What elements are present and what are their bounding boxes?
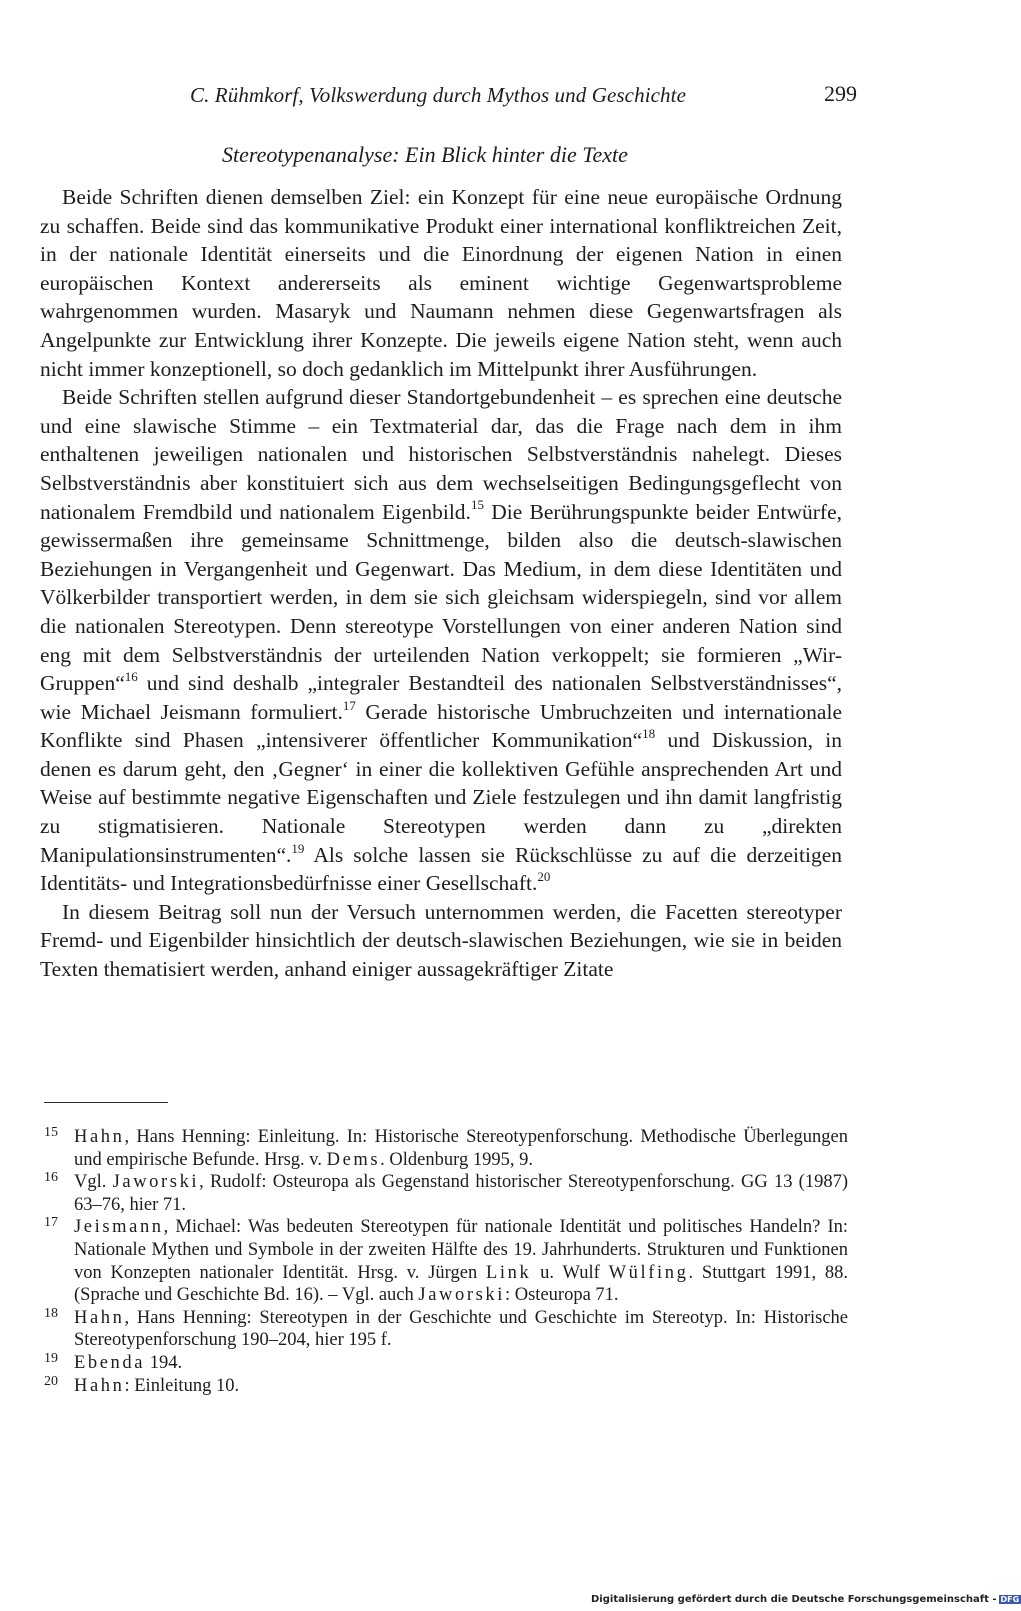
footnote-ref-17[interactable]: 17 [342, 697, 356, 713]
footnote-17: 17 Jeismann, Michael: Was bedeuten Stereotypen für nationale Identität und politisches Handeln? In: Nationale Mythen und Symbole in der zweiten Hälfte des 19. Jahrhunderts. Strukturen und Funktionen von Konzepten nationaler Identität. Hrsg. v. Jürgen Link u. Wulf Wülfing. Stuttgart 1991, 88. (Sprache und Geschichte Bd. 16). – Vgl. auch Jaworski: Osteuropa 71. [44, 1215, 849, 1306]
digitization-notice: Digitalisierung gefördert durch die Deutsche Forschungsgemeinschaft - DFG [591, 1594, 1020, 1605]
dfg-logo-icon: DFG [1000, 1594, 1020, 1604]
footnote-15: 15 Hahn, Hans Henning: Einleitung. In: Historische Stereotypenforschung. Methodische Überlegungen und empirische Befunde. Hrsg. v. Dems. Oldenburg 1995, 9. [44, 1125, 848, 1170]
footnote-ref-19[interactable]: 19 [291, 840, 305, 856]
paragraph-3: In diesem Beitrag soll nun der Versuch unternommen werden, die Facetten stereotyper Fremd- und Eigenbilder hinsichtlich der deutsch-slawischen Beziehungen, wie sie in beiden Texten thematisiert werden, anhand einiger aussagekräftiger Zitate [40, 899, 842, 982]
footnote-20: 20 Hahn: Einleitung 10. [44, 1373, 240, 1396]
paragraph-2: Beide Schriften stellen aufgrund dieser Standortgebundenheit – es sprechen eine deutsche und eine slawische Stimme – ein Textmaterial dar, das die Frage nach dem in ihm enthaltenen jeweiligen nationalen und historischen Selbstverständnis nahelegt. Dieses Selbstverständnis aber konstituiert sich aus dem wechselseitigen Bedingungsgeflecht von nationalem Fremdbild und nationalem Eigenbild.$^{15}$ Die Berührungspunkte beider Entwürfe, gewissermaßen ihre gemeinsame Schnittmenge, bilden also die deutsch-slawischen Beziehungen in Vergangenheit und Gegenwart. Das Medium, in dem diese Identitäten und Völkerbilder transportiert werden, in dem sie sich gleichsam widerspiegeln, sind vor allem die nationalen Stereotypen. Denn stereotype Vorstellungen von einer anderen Nation sind eng mit dem Selbstverständnis der urteilenden Nation verkoppelt; sie formieren „Wir-Gruppen“$^{16}$ und sind deshalb „integraler Bestandteil des nationalen Selbstverständnisses“, wie Michael Jeismann formuliert.$^{17}$ Gerade historische Umbruchzeiten und internationale Konflikte sind Phasen „intensiverer öffentlicher Kommunikation“$^{18}$ und Diskussion, in denen es darum geht, den ‚Gegner‘ in einer die kollektiven Gefühle ansprechenden Art und Weise auf bestimmte negative Eigenschaften und Ziele festzulegen und ihn damit langfristig zu stigmatisieren. Nationale Stereotypen werden dann zu „direkten Manipulationsinstrumenten“.$^{19}$ Als solche lassen sie Rückschlüsse zu auf die derzeitigen Identitäts- und Integrationsbedürfnisse einer Gesellschaft.$^{20}$ [40, 385, 842, 896]
paragraph-1: Beide Schriften dienen demselben Ziel: ein Konzept für eine neue europäische Ordnung zu schaffen. Beide sind das kommunikative Produkt einer international konfliktreichen Zeit, in der nationale Identität einerseits und die Einordnung der eigenen Nation in einen europäischen Kontext andererseits als eminent wichtige Gegenwartsprobleme wahrgenommen wurden. Masaryk und Naumann nehmen diese Gegenwartsfragen als Angelpunkte zur Entwicklung ihrer Konzepte. Die jeweils eigene Nation steht, wenn auch nicht immer konzeptionell, so doch gedanklich im Mittelpunkt ihrer Ausführungen. [40, 185, 842, 381]
footnote-ref-20[interactable]: 20 [537, 869, 551, 885]
footnote-16: 16 Vgl. Jaworski, Rudolf: Osteuropa als Gegenstand historischer Stereotypenforschung. GG 13 (1987) 63–76, hier 71. [44, 1170, 848, 1215]
footnote-ref-15[interactable]: 15 [470, 497, 484, 513]
footnote-19: 19 Ebenda 194. [44, 1350, 183, 1373]
footnote-ref-18[interactable]: 18 [642, 726, 656, 742]
footnotes [44, 1126, 848, 1397]
section-title: Stereotypenanalyse: Ein Blick hinter die Texte [222, 142, 628, 167]
footnote-18: 18 Hahn, Hans Henning: Stereotypen in der Geschichte und Geschichte im Stereotyp. In: Historische Stereotypenforschung 190–204, hier 195 f. [44, 1305, 848, 1351]
running-head: C. Rühmkorf, Volkswerdung durch Mythos und Geschichte [190, 83, 687, 107]
footnote-ref-16[interactable]: 16 [124, 668, 138, 684]
footnote-divider [44, 1102, 168, 1103]
page-number: 299 [824, 81, 857, 106]
body-text [40, 183, 842, 984]
